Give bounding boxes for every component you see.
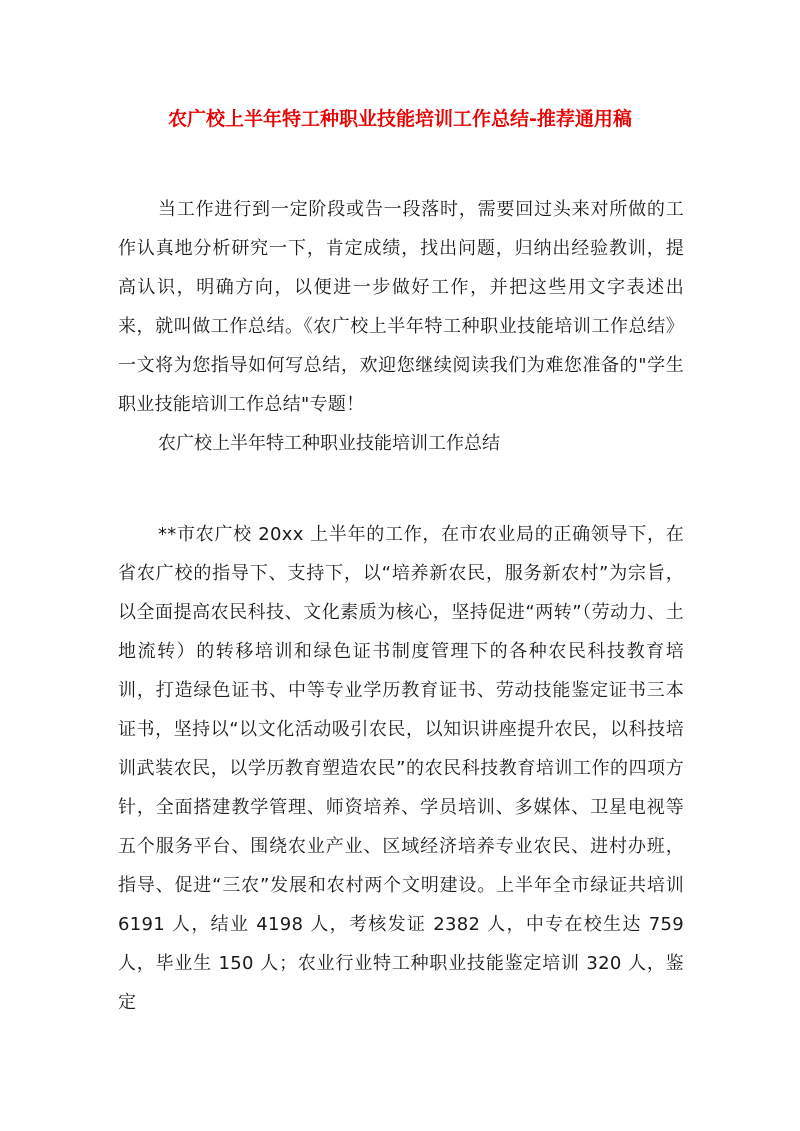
- document-title: 农广校上半年特工种职业技能培训工作总结-推荐通用稿: [168, 108, 632, 130]
- intro-paragraph: 当工作进行到一定阶段或告一段落时，需要回过头来对所做的工作认真地分析研究一下，肯定成绩，找出问题，归纳出经验教训，提高认识，明确方向，以便进一步做好工作，并把这些用文字表述出来，就叫做工作总结。《农广校上半年特工种职业技能培训工作总结》一文将为您指导如何写总结，欢迎您继续阅读我们为难您准备的"学生职业技能培训工作总结"专题！: [118, 199, 684, 415]
- section-subheading: 农广校上半年特工种职业技能培训工作总结: [158, 433, 500, 454]
- document-body: [118, 190, 684, 1022]
- blank-line: [118, 463, 684, 515]
- body-paragraph: **市农广校 20xx 上半年的工作，在市农业局的正确领导下，在省农广校的指导下、支持下，以“培养新农民，服务新农村”为宗旨，以全面提高农民科技、文化素质为核心，坚持促进“两转”（劳动力、土地流转）的转移培训和绿色证书制度管理下的各种农民科技教育培训，打造绿色证书、中等专业学历教育证书、劳动技能鉴定证书三本证书，坚持以“以文化活动吸引农民，以知识讲座提升农民，以科技培训武装农民，以学历教育塑造农民”的农民科技教育培训工作的四项方针，全面搭建教学管理、师资培养、学员培训、多媒体、卫星电视等五个服务平台、围绕农业产业、区域经济培养专业农民、进村办班，指导、促进“三农”发展和农村两个文明建设。上半年全市绿证共培训 6191 人，结业 4198 人，考核发证 2382 人，中专在校生达 759 人，毕业生 150 人；农业行业特工种职业技能鉴定培训 320 人，鉴定: [118, 524, 684, 1013]
